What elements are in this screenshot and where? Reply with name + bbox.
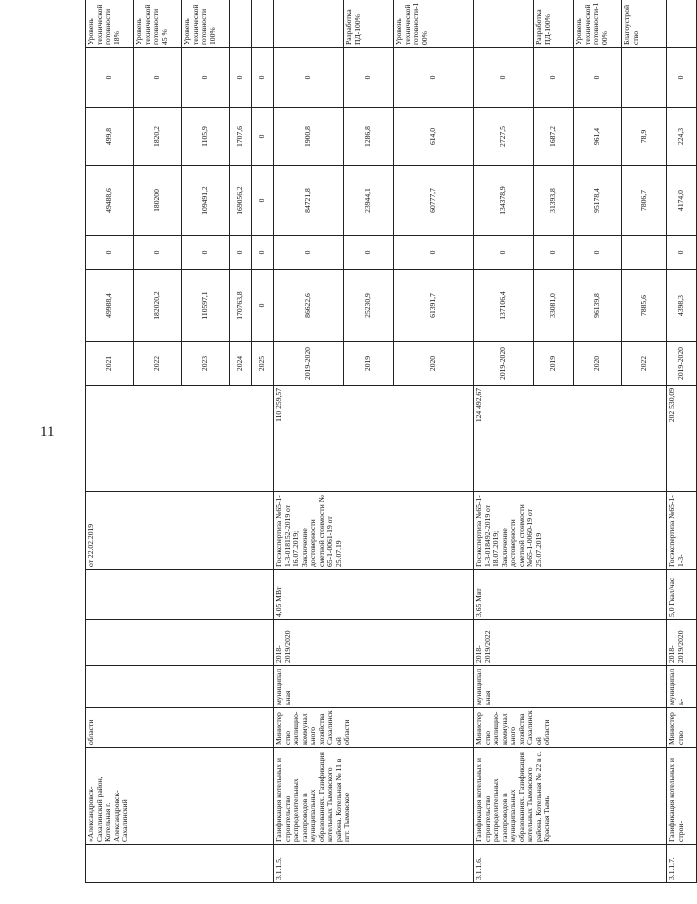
year-cell: 2023 <box>182 342 230 386</box>
result-cell <box>252 0 274 48</box>
executor-cell: Министерство жилищно-коммунального хозяйства Сахалинской области <box>274 708 474 748</box>
regional-budget-cell: 95178,4 <box>574 166 622 236</box>
federal-budget-cell: 0 <box>534 236 574 270</box>
cost-cell: 124 492,67 <box>474 386 667 492</box>
location-cell: «Александровск-Сахалинский район, Котельная г. Александровск-Сахалинский <box>86 748 274 845</box>
extra-budget-cell: 0 <box>182 48 230 108</box>
regional-budget-cell: 23944,1 <box>344 166 394 236</box>
number-cell <box>86 845 274 883</box>
municipal-budget-cell: 2727,5 <box>474 108 534 166</box>
cost-cell: 202 530,09 <box>667 386 697 492</box>
ownership-cell: муниципальная <box>274 666 474 708</box>
cost-cell: 110 259,57 <box>274 386 474 492</box>
total-cell: 25230,9 <box>344 270 394 342</box>
period-cell: 2018-2019/2020 <box>667 620 697 666</box>
result-cell: Уровень технической готовности 100% <box>182 0 230 48</box>
municipal-budget-cell: 1687,2 <box>534 108 574 166</box>
table-row <box>274 0 344 883</box>
total-cell: 7885,6 <box>622 270 667 342</box>
regional-budget-cell: 109491,2 <box>182 166 230 236</box>
total-cell: 182020,2 <box>134 270 182 342</box>
total-cell: 96139,8 <box>574 270 622 342</box>
name-cell: Газификация котельных и строительство распределительных газопроводов в муниципальных образованиях. Газификация котельных Тымовского района. Котельная № 11 в пгт. Тымовское <box>274 748 474 845</box>
year-cell: 2020 <box>574 342 622 386</box>
municipal-budget-cell: 224,3 <box>667 108 697 166</box>
total-cell: 33081,0 <box>534 270 574 342</box>
total-cell: 0 <box>252 270 274 342</box>
year-cell: 2019-2020 <box>474 342 534 386</box>
regional-budget-cell: 4174,0 <box>667 166 697 236</box>
total-cell: 86622,6 <box>274 270 344 342</box>
year-cell: 2022 <box>134 342 182 386</box>
name-cell: Газификация котельных и строи- <box>667 748 697 845</box>
period-cell <box>86 620 274 666</box>
regional-budget-cell: 60777,7 <box>394 166 474 236</box>
municipal-budget-cell: 961,4 <box>574 108 622 166</box>
extra-budget-cell: 0 <box>574 48 622 108</box>
federal-budget-cell: 0 <box>274 236 344 270</box>
federal-budget-cell: 0 <box>252 236 274 270</box>
rotated-table-wrapper <box>85 0 686 883</box>
ownership-cell: муниципальная <box>474 666 667 708</box>
result-cell: Уровень технической готовности-100% <box>394 0 474 48</box>
extra-budget-cell: 0 <box>230 48 252 108</box>
result-cell <box>230 0 252 48</box>
ownership-cell: муниципаль- <box>667 666 697 708</box>
year-cell: 2019 <box>534 342 574 386</box>
extra-budget-cell: 0 <box>252 48 274 108</box>
extra-budget-cell: 0 <box>534 48 574 108</box>
year-cell: 2019-2020 <box>667 342 697 386</box>
extra-budget-cell: 0 <box>274 48 344 108</box>
capacity-cell: 3,65 Мвт <box>474 570 667 620</box>
year-cell: 2021 <box>86 342 134 386</box>
total-cell: 61391,7 <box>394 270 474 342</box>
year-cell: 2019-2020 <box>274 342 344 386</box>
extra-budget-cell: 0 <box>394 48 474 108</box>
regional-budget-cell: 134378,9 <box>474 166 534 236</box>
regional-budget-cell: 0 <box>252 166 274 236</box>
total-cell: 49988,4 <box>86 270 134 342</box>
extra-budget-cell: 0 <box>134 48 182 108</box>
period-cell: 2018-2019/2020 <box>274 620 474 666</box>
extra-budget-cell: 0 <box>667 48 697 108</box>
ownership-cell <box>86 666 274 708</box>
total-cell: 170763,8 <box>230 270 252 342</box>
executor-cell: Министерство <box>667 708 697 748</box>
year-cell: 2022 <box>622 342 667 386</box>
extra-budget-cell: 0 <box>474 48 534 108</box>
result-cell: Уровень технической готовности 18% <box>86 0 134 48</box>
table-row <box>86 0 134 883</box>
investment-table <box>85 0 697 883</box>
executor-cell: Министерство жилищно-коммунального хозяйства Сахалинской области <box>474 708 667 748</box>
total-cell: 110597,1 <box>182 270 230 342</box>
year-cell: 2024 <box>230 342 252 386</box>
federal-budget-cell: 0 <box>230 236 252 270</box>
table-row <box>667 0 697 883</box>
result-cell: Разработка ПД-100% <box>534 0 574 48</box>
expertise-cell: от 22.02.2019 <box>86 492 274 570</box>
extra-budget-cell <box>622 48 667 108</box>
federal-budget-cell: 0 <box>182 236 230 270</box>
municipal-budget-cell: 78,9 <box>622 108 667 166</box>
federal-budget-cell: 0 <box>474 236 534 270</box>
cost-cell <box>86 386 274 492</box>
municipal-budget-cell: 1900,8 <box>274 108 344 166</box>
expertise-cell: Госэкспертиза №65-1-1-3- <box>667 492 697 570</box>
result-cell <box>474 0 534 48</box>
municipal-budget-cell: 1286,8 <box>344 108 394 166</box>
municipal-budget-cell: 1820,2 <box>134 108 182 166</box>
federal-budget-cell: 0 <box>86 236 134 270</box>
expertise-cell: Госэкспертиза №65-1-1-3-018492-2019 от 18.07.2019; Заключение достоверности сметной стоимости №65-1-0060-19 от 25.07.2019 <box>474 492 667 570</box>
extra-budget-cell: 0 <box>344 48 394 108</box>
total-cell: 4398,3 <box>667 270 697 342</box>
municipal-budget-cell: 1707,6 <box>230 108 252 166</box>
regional-budget-cell: 84721,8 <box>274 166 344 236</box>
table-row <box>474 0 534 883</box>
municipal-budget-cell: 499,8 <box>86 108 134 166</box>
result-cell: Благоустройство <box>622 0 667 48</box>
number-cell: 3.1.1.5. <box>274 845 474 883</box>
municipal-budget-cell: 614,0 <box>394 108 474 166</box>
federal-budget-cell: 0 <box>344 236 394 270</box>
capacity-cell <box>86 570 274 620</box>
municipal-budget-cell: 0 <box>252 108 274 166</box>
municipal-budget-cell: 1105,9 <box>182 108 230 166</box>
executor-cell: области <box>86 708 274 748</box>
regional-budget-cell: 31393,8 <box>534 166 574 236</box>
total-cell: 137106,4 <box>474 270 534 342</box>
regional-budget-cell: 180200 <box>134 166 182 236</box>
result-cell <box>667 0 697 48</box>
expertise-cell: Госэкспертиза №65-1-1-3-018152-2019 от 16.07.2019; Заключение достоверности сметной стоимости № 65-1-0061-19 от 25.07.19 <box>274 492 474 570</box>
name-cell: Газификация котельных и строительство распределительных газопроводов в муниципальных образованиях. Газификация котельных Тымовского района. Котельная № 22 в с. Красная Тымь <box>474 748 667 845</box>
result-cell: Разработка ПД-100% <box>344 0 394 48</box>
period-cell: 2018-2019/2022 <box>474 620 667 666</box>
result-cell <box>274 0 344 48</box>
year-cell: 2020 <box>394 342 474 386</box>
federal-budget-cell: 0 <box>394 236 474 270</box>
result-cell: Уровень технической готовности-100% <box>574 0 622 48</box>
number-cell: 3.1.1.6. <box>474 845 667 883</box>
regional-budget-cell: 169056,2 <box>230 166 252 236</box>
federal-budget-cell: 0 <box>134 236 182 270</box>
number-cell: 3.1.1.7. <box>667 845 697 883</box>
extra-budget-cell: 0 <box>86 48 134 108</box>
regional-budget-cell: 49488,6 <box>86 166 134 236</box>
result-cell: Уровень технической готовности 45 % <box>134 0 182 48</box>
federal-budget-cell: 0 <box>574 236 622 270</box>
federal-budget-cell <box>622 236 667 270</box>
capacity-cell: 5,0 Гкал/час <box>667 570 697 620</box>
page-number: 11 <box>40 424 55 440</box>
federal-budget-cell: 0 <box>667 236 697 270</box>
year-cell: 2019 <box>344 342 394 386</box>
capacity-cell: 4,05 МВт <box>274 570 474 620</box>
year-cell: 2025 <box>252 342 274 386</box>
regional-budget-cell: 7806,7 <box>622 166 667 236</box>
